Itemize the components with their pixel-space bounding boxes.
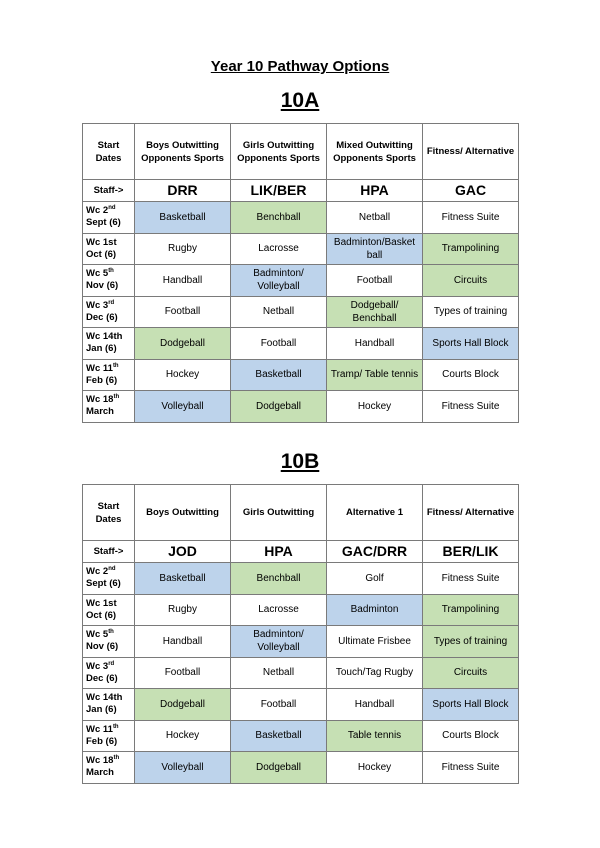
table-row (83, 594, 519, 626)
activity-cell: Types of training (423, 626, 519, 658)
staff-code: HPA (327, 180, 423, 202)
group-title-10b: 10B (280, 450, 320, 473)
activity-cell: Rugby (135, 594, 231, 626)
start-date-cell (83, 328, 135, 360)
column-header: Alternative 1 (327, 485, 423, 541)
column-header: Boys Outwitting (135, 485, 231, 541)
date-text: Wc 18 (86, 755, 114, 767)
date-text-rest: Sept (6) (86, 217, 121, 229)
activity-cell: Hockey (135, 720, 231, 752)
column-header: Mixed Outwitting Opponents Sports (327, 124, 423, 180)
staff-code: JOD (135, 541, 231, 563)
activity-cell: Fitness Suite (423, 752, 519, 784)
start-date-cell (83, 752, 135, 784)
start-date-cell (83, 689, 135, 721)
date-ordinal: nd (108, 566, 116, 573)
activity-cell: Handball (327, 689, 423, 721)
date-text: Wc 14th Jan (6) (86, 692, 123, 716)
activity-cell: Fitness Suite (423, 563, 519, 595)
activity-cell: Benchball (231, 563, 327, 595)
column-header: Girls Outwitting (231, 485, 327, 541)
staff-row (83, 180, 519, 202)
staff-code: HPA (231, 541, 327, 563)
start-date-cell (83, 202, 135, 234)
start-date-cell (83, 359, 135, 391)
activity-cell: Trampolining (423, 594, 519, 626)
date-ordinal: th (112, 362, 119, 369)
activity-cell: Handball (135, 265, 231, 297)
date-text-rest: March (86, 767, 114, 779)
activity-cell: Volleyball (135, 752, 231, 784)
date-text: Wc 5 (86, 629, 109, 641)
staff-code: DRR (135, 180, 231, 202)
activity-cell: Sports Hall Block (423, 328, 519, 360)
table-row (83, 328, 519, 360)
activity-cell: Types of training (423, 296, 519, 328)
date-text-rest: Feb (6) (86, 374, 118, 386)
activity-cell: Lacrosse (231, 233, 327, 265)
date-ordinal: th (108, 268, 114, 275)
staff-label: Staff-> (83, 541, 135, 563)
date-text-rest: Dec (6) (86, 672, 118, 684)
column-header: Boys Outwitting Opponents Sports (135, 124, 231, 180)
date-text: Wc 14th Jan (6) (86, 331, 123, 355)
activity-cell: Lacrosse (231, 594, 327, 626)
activity-cell: Netball (231, 657, 327, 689)
start-date-cell (83, 626, 135, 658)
activity-cell: Basketball (135, 202, 231, 234)
activity-cell: Fitness Suite (423, 391, 519, 423)
start-date-cell (83, 233, 135, 265)
activity-cell: Basketball (135, 563, 231, 595)
column-header: Fitness/ Alternative (423, 485, 519, 541)
staff-row (83, 541, 519, 563)
date-text-rest: March (86, 406, 114, 418)
date-text-rest: Feb (6) (86, 735, 118, 747)
activity-cell: Table tennis (327, 720, 423, 752)
table-row (83, 233, 519, 265)
activity-cell: Sports Hall Block (423, 689, 519, 721)
activity-cell: Trampolining (423, 233, 519, 265)
table-row (83, 689, 519, 721)
header-row (83, 124, 519, 180)
activity-cell: Football (135, 657, 231, 689)
activity-cell: Badminton/ Volleyball (231, 626, 327, 658)
table-row (83, 626, 519, 658)
activity-cell: Basketball (231, 720, 327, 752)
table-row (83, 752, 519, 784)
date-ordinal: rd (108, 660, 115, 667)
date-text: Wc 11 (86, 723, 113, 735)
date-text: Wc 18 (86, 394, 114, 406)
activity-cell: Handball (135, 626, 231, 658)
activity-cell: Football (135, 296, 231, 328)
activity-cell: Badminton/Basket ball (327, 233, 423, 265)
start-date-cell (83, 265, 135, 297)
date-text-rest: Nov (6) (86, 280, 119, 292)
activity-cell: Circuits (423, 657, 519, 689)
date-text: Wc 11 (86, 362, 113, 374)
table-row (83, 391, 519, 423)
date-text: Wc 1st Oct (6) (86, 236, 117, 260)
page-title: Year 10 Pathway Options (210, 58, 390, 75)
schedule-table-10a (82, 123, 519, 423)
date-text-rest: Nov (6) (86, 641, 119, 653)
activity-cell: Football (231, 328, 327, 360)
group-title-10a: 10A (280, 89, 320, 112)
staff-code: BER/LIK (423, 541, 519, 563)
start-date-cell (83, 391, 135, 423)
start-date-cell (83, 657, 135, 689)
date-text: Wc 1st Oct (6) (86, 597, 117, 621)
activity-cell: Dodgeball/ Benchball (327, 296, 423, 328)
start-date-cell (83, 594, 135, 626)
table-row (83, 296, 519, 328)
date-ordinal: rd (108, 299, 115, 306)
column-header: Fitness/ Alternative (423, 124, 519, 180)
table-row (83, 657, 519, 689)
activity-cell: Dodgeball (231, 752, 327, 784)
start-date-cell (83, 296, 135, 328)
activity-cell: Fitness Suite (423, 202, 519, 234)
column-header: Start Dates (83, 124, 135, 180)
date-text: Wc 2 (86, 566, 109, 578)
table-row (83, 563, 519, 595)
staff-code: GAC/DRR (327, 541, 423, 563)
staff-code: GAC (423, 180, 519, 202)
column-header: Start Dates (83, 485, 135, 541)
activity-cell: Hockey (135, 359, 231, 391)
activity-cell: Badminton (327, 594, 423, 626)
table-row (83, 359, 519, 391)
date-ordinal: th (112, 723, 119, 730)
date-text: Wc 3 (86, 299, 109, 311)
activity-cell: Dodgeball (135, 328, 231, 360)
activity-cell: Netball (231, 296, 327, 328)
activity-cell: Golf (327, 563, 423, 595)
schedule-table-10b (82, 484, 519, 784)
activity-cell: Circuits (423, 265, 519, 297)
activity-cell: Courts Block (423, 359, 519, 391)
date-ordinal: th (113, 755, 120, 762)
activity-cell: Dodgeball (231, 391, 327, 423)
date-text-rest: Dec (6) (86, 311, 118, 323)
activity-cell: Hockey (327, 391, 423, 423)
activity-cell: Football (327, 265, 423, 297)
activity-cell: Benchball (231, 202, 327, 234)
activity-cell: Courts Block (423, 720, 519, 752)
start-date-cell (83, 563, 135, 595)
date-text-rest: Sept (6) (86, 578, 121, 590)
activity-cell: Rugby (135, 233, 231, 265)
activity-cell: Dodgeball (135, 689, 231, 721)
table-row (83, 265, 519, 297)
column-header: Girls Outwitting Opponents Sports (231, 124, 327, 180)
activity-cell: Basketball (231, 359, 327, 391)
date-ordinal: th (108, 629, 114, 636)
activity-cell: Tramp/ Table tennis (327, 359, 423, 391)
date-ordinal: th (113, 394, 120, 401)
start-date-cell (83, 720, 135, 752)
date-ordinal: nd (108, 205, 116, 212)
activity-cell: Netball (327, 202, 423, 234)
header-row (83, 485, 519, 541)
table-row (83, 202, 519, 234)
activity-cell: Hockey (327, 752, 423, 784)
staff-code: LIK/BER (231, 180, 327, 202)
activity-cell: Badminton/ Volleyball (231, 265, 327, 297)
activity-cell: Volleyball (135, 391, 231, 423)
activity-cell: Football (231, 689, 327, 721)
activity-cell: Touch/Tag Rugby (327, 657, 423, 689)
staff-label: Staff-> (83, 180, 135, 202)
date-text: Wc 2 (86, 205, 109, 217)
activity-cell: Handball (327, 328, 423, 360)
activity-cell: Ultimate Frisbee (327, 626, 423, 658)
date-text: Wc 5 (86, 268, 109, 280)
date-text: Wc 3 (86, 660, 109, 672)
table-row (83, 720, 519, 752)
